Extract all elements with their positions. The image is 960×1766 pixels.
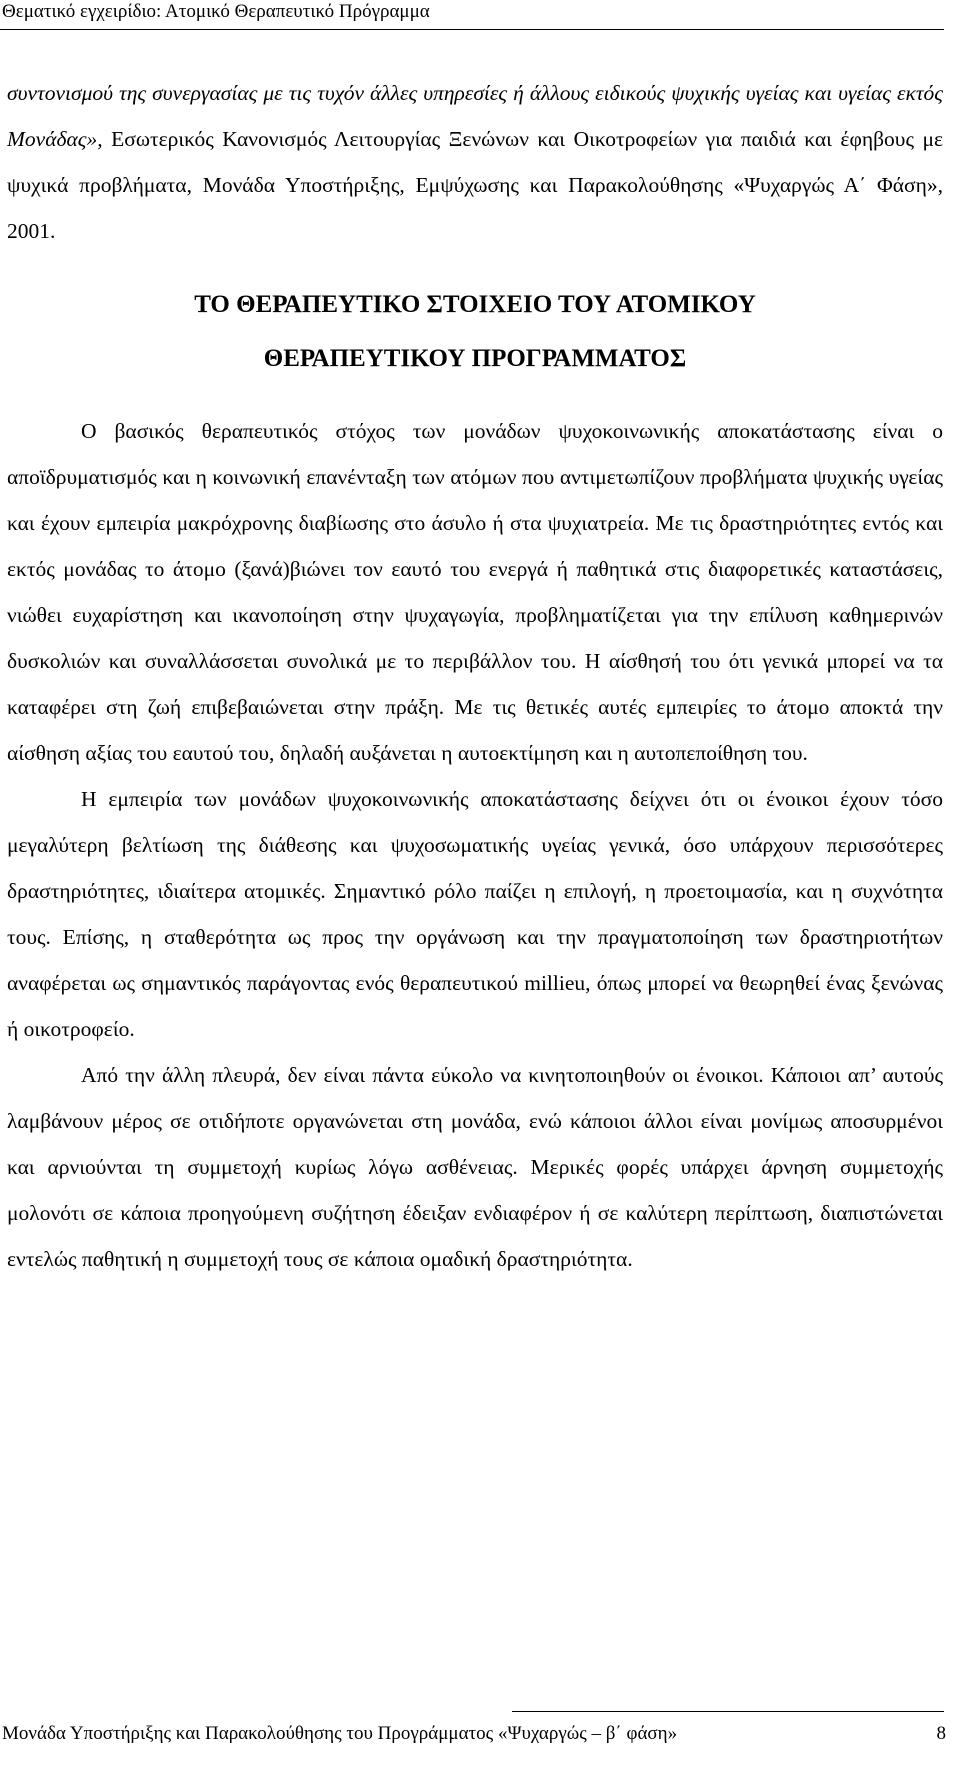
section-title-line-2: ΘΕΡΑΠΕΥΤΙΚΟΥ ΠΡΟΓΡΑΜΜΑΤΟΣ	[263, 345, 687, 372]
intro-paragraph	[7, 70, 943, 254]
footer-rule	[512, 1711, 944, 1712]
running-header: Θεματικό εγχειρίδιο: Ατομικό Θεραπευτικό Πρόγραμμα	[2, 1, 430, 22]
page-number: 8	[936, 1723, 946, 1744]
header-rule	[0, 29, 944, 30]
body-paragraph-2: Η εμπειρία των μονάδων ψυχοκοινωνικής αποκατάστασης δείχνει ότι οι ένοικοι έχουν τόσο μεγαλύτερη βελτίωση της διάθεσης και ψυχοσωματικής υγείας γενικά, όσο υπάρχουν περισσότερες δραστηριότητες, ιδιαίτερα ατομικές. Σημαντικό ρόλο παίζει η επιλογή, η προετοιμασία, και η συχνότητα τους. Επίσης, η σταθερότητα ως προς την οργάνωση και την πραγματοποίηση των δραστηριοτήτων αναφέρεται ως σημαντικός παράγοντας ενός θεραπευτικού millieu, όπως μπορεί να θεωρηθεί ένας ξενώνας ή οικοτροφείο.	[7, 787, 943, 1041]
section-title-line-1: ΤΟ ΘΕΡΑΠΕΥΤΙΚΟ ΣΤΟΙΧΕΙΟ ΤΟΥ ΑΤΟΜΙΚΟΥ	[194, 291, 756, 318]
intro-plain-text: Εσωτερικός Κανονισμός Λειτουργίας Ξενώνων και Οικοτροφείων για παιδιά και έφηβους με ψυχικά προβλήματα, Μονάδα Υποστήριξης, Εμψύχωσης και Παρακολούθησης «Ψυχαργώς Α΄ Φάση», 2001.	[7, 127, 943, 243]
body-paragraph-1: Ο βασικός θεραπευτικός στόχος των μονάδων ψυχοκοινωνικής αποκατάστασης είναι ο αποϊδρυματισμός και η κοινωνική επανένταξη των ατόμων που αντιμετωπίζουν προβλήματα ψυχικής υγείας και έχουν εμπειρία μακρόχρονης διαβίωσης στο άσυλο ή στα ψυχιατρεία. Με τις δραστηριότητες εντός και εκτός μονάδας το άτομο (ξανά)βιώνει τον εαυτό του ενεργά ή παθητικά στις διαφορετικές καταστάσεις, νιώθει ευχαρίστηση και ικανοποίηση στην ψυχαγωγία, προβληματίζεται για την επίλυση καθημερινών δυσκολιών και συναλλάσσεται συνολικά με το περιβάλλον του. Η αίσθησή του ότι γενικά μπορεί να τα καταφέρει στη ζωή επιβεβαιώνεται στην πράξη. Με τις θετικές αυτές εμπειρίες το άτομο αποκτά την αίσθηση αξίας του εαυτού του, δηλαδή αυξάνεται η αυτοεκτίμηση και η αυτοπεποίθηση του.	[7, 419, 943, 765]
intro-italic-text: συντονισμού της συνεργασίας με τις τυχόν άλλες υπηρεσίες ή άλλους ειδικούς ψυχικής υγείας και υγείας εκτός Μονάδας»,	[7, 81, 943, 151]
footer-text: Μονάδα Υποστήριξης και Παρακολούθησης του Προγράμματος «Ψυχαργώς – β΄ φάση»	[2, 1723, 678, 1744]
body-paragraph-3: Από την άλλη πλευρά, δεν είναι πάντα εύκολο να κινητοποιηθούν οι ένοικοι. Κάποιοι απ’ αυτούς λαμβάνουν μέρος σε οτιδήποτε οργανώνεται στη μονάδα, ενώ κάποιοι άλλοι είναι μονίμως αποσυρμένοι και αρνιούνται τη συμμετοχή κυρίως λόγω ασθένειας. Μερικές φορές υπάρχει άρνηση συμμετοχής μολονότι σε κάποια προηγούμενη συζήτηση έδειξαν ενδιαφέρον ή σε καλύτερη περίπτωση, διαπιστώνεται εντελώς παθητική η συμμετοχή τους σε κάποια ομαδική δραστηριότητα.	[7, 1063, 943, 1271]
page-content	[7, 70, 943, 1282]
section-title	[7, 278, 943, 386]
